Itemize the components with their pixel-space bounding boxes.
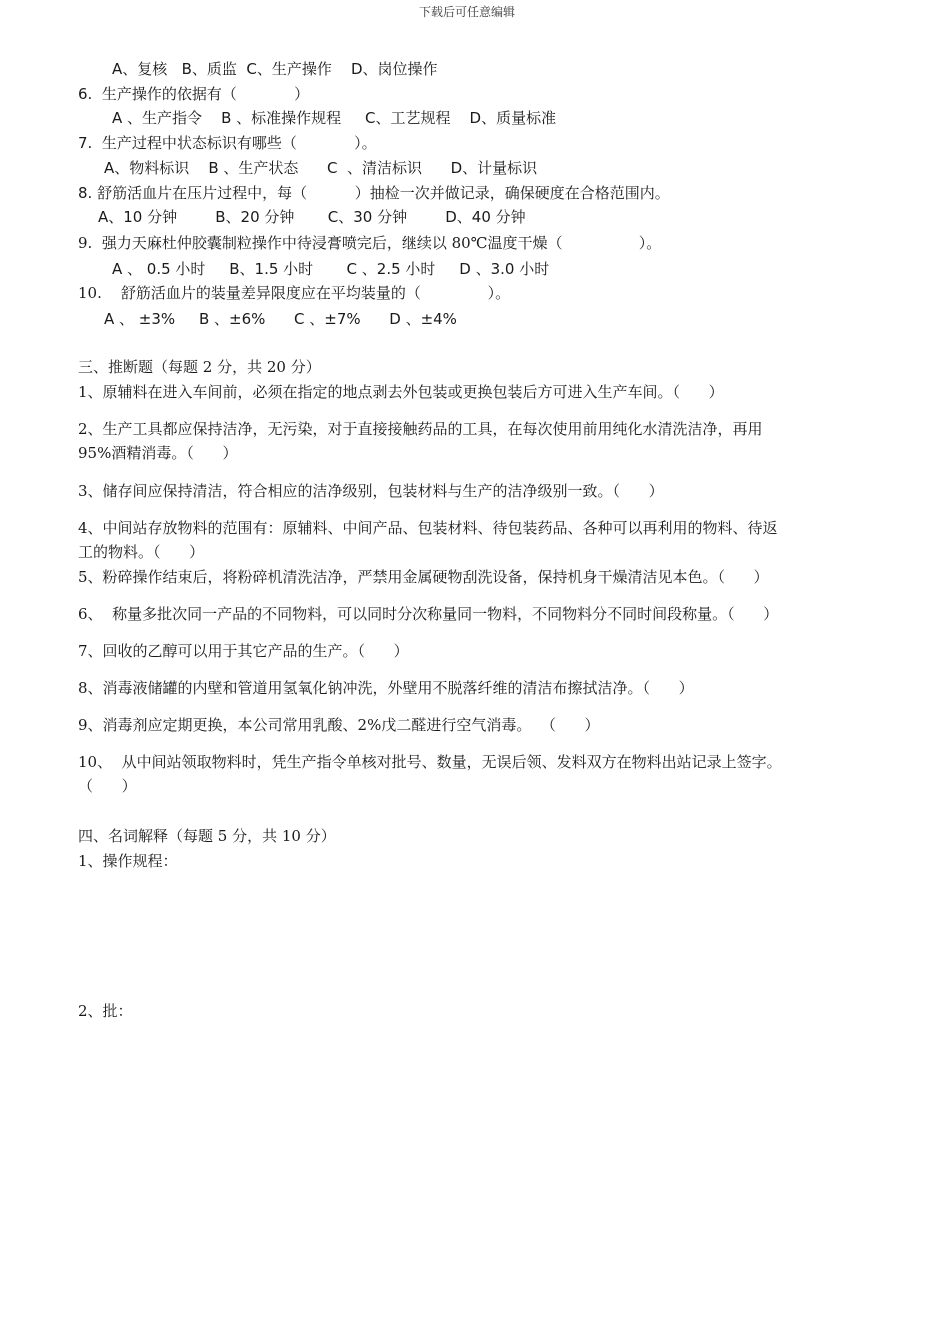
q8-options: A、10 分钟 B、20 分钟 C、30 分钟 D、40 分钟 xyxy=(98,208,526,226)
judge-item-6: 6、 称量多批次同一产品的不同物料，可以同时分次称量同一物料，不同物料分不同时间段称量。（ ） xyxy=(78,605,779,623)
judge-item-10-cont: （ ） xyxy=(78,777,137,795)
judge-item-9: 9、消毒剂应定期更换，本公司常用乳酸、2%戊二醛进行空气消毒。 （ ） xyxy=(78,716,600,734)
q9-options: A 、 0.5 小时 B、1.5 小时 C 、2.5 小时 D 、3.0 小时 xyxy=(112,260,550,278)
judge-item-10: 10、 从中间站领取物料时，凭生产指令单核对批号、数量，无误后领、发料双方在物料出站记录上签字。 xyxy=(78,753,782,771)
definition-item-1: 1、操作规程： xyxy=(78,852,178,870)
judge-item-4-cont: 工的物料。（ ） xyxy=(78,543,205,561)
q6-stem: 6. 生产操作的依据有（ ） xyxy=(78,85,310,103)
q10-stem: 10. 舒筋活血片的装量差异限度应在平均装量的（ ）。 xyxy=(78,284,511,302)
q7-stem: 7. 生产过程中状态标识有哪些（ ）。 xyxy=(78,134,377,152)
section4-title: 四、名词解释（每题 5 分，共 10 分） xyxy=(78,827,336,845)
q10-options: A 、 ±3% B 、±6% C 、±7% D 、±4% xyxy=(104,310,457,328)
q9-stem: 9. 强力天麻杜仲胶囊制粒操作中待浸膏喷完后，继续以 80℃温度干燥（ ）。 xyxy=(78,234,662,252)
judge-item-2-cont: 95%酒精消毒。（ ） xyxy=(78,444,238,462)
section3-title: 三、推断题（每题 2 分，共 20 分） xyxy=(78,358,321,376)
judge-item-2: 2、生产工具都应保持洁净，无污染，对于直接接触药品的工具，在每次使用前用纯化水清洗洁净，再用 xyxy=(78,420,763,438)
q7-options: A、物料标识 B 、生产状态 C 、清洁标识 D、计量标识 xyxy=(104,159,538,177)
q6-options: A 、生产指令 B 、标准操作规程 C、工艺规程 D、质量标准 xyxy=(112,109,557,127)
judge-item-7: 7、回收的乙醇可以用于其它产品的生产。（ ） xyxy=(78,642,409,660)
judge-item-8: 8、消毒液储罐的内壁和管道用氢氧化钠冲洗，外壁用不脱落纤维的清洁布擦拭洁净。（ ） xyxy=(78,679,694,697)
q8-stem: 8. 舒筋活血片在压片过程中，每（ ）抽检一次并做记录，确保硬度在合格范围内。 xyxy=(78,184,670,202)
judge-item-3: 3、储存间应保持清洁，符合相应的洁净级别，包装材料与生产的洁净级别一致。（ ） xyxy=(78,482,664,500)
judge-item-1: 1、原辅料在进入车间前，必须在指定的地点剥去外包装或更换包装后方可进入生产车间。（ ） xyxy=(78,383,724,401)
q5-options: A、复核 B、质监 C、生产操作 D、岗位操作 xyxy=(112,60,438,78)
definition-item-2: 2、批： xyxy=(78,1002,133,1020)
judge-item-4: 4、中间站存放物料的范围有：原辅料、中间产品、包装材料、待包装药品、各种可以再利用的物料、待返 xyxy=(78,519,778,537)
page-header: 下载后可任意编辑 xyxy=(419,5,516,19)
judge-item-5: 5、粉碎操作结束后，将粉碎机清洗洁净，严禁用金属硬物刮洗设备，保持机身干燥清洁见本色。（ ） xyxy=(78,568,769,586)
